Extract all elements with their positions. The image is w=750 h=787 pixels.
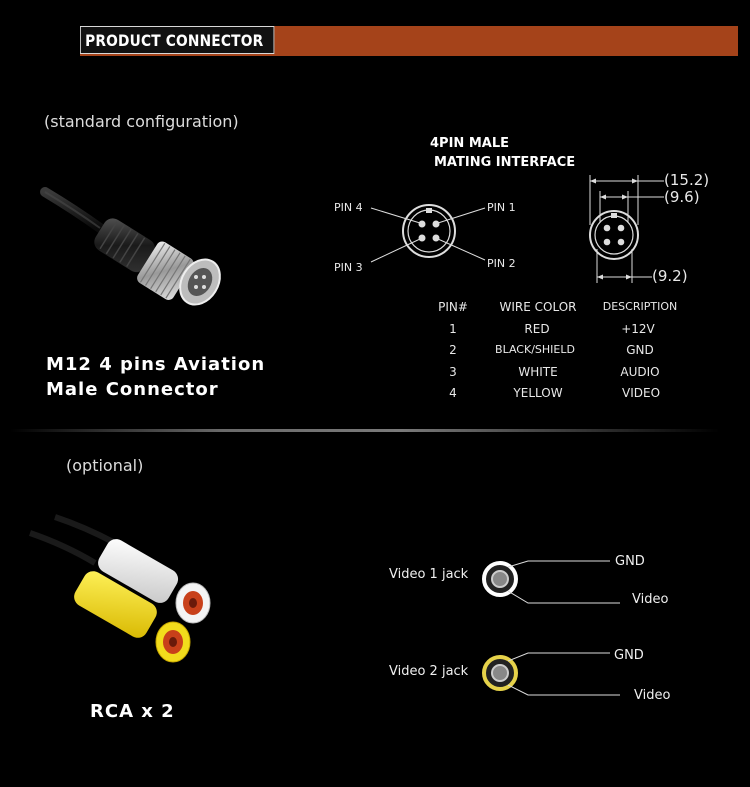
pin4-label: PIN 4 (334, 201, 363, 214)
cell-description: +12V (621, 321, 655, 336)
video2-gnd-label: GND (614, 648, 644, 663)
dimension-depth: (9.2) (652, 267, 688, 285)
cell-pin: 4 (449, 386, 457, 400)
video1-jack-label: Video 1 jack (389, 567, 469, 582)
page-title: PRODUCT CONNECTOR (80, 26, 274, 54)
cell-description: AUDIO (620, 364, 660, 379)
pin3-label: PIN 3 (334, 261, 363, 274)
pin1-label: PIN 1 (487, 201, 516, 214)
cell-wire-color: WHITE (518, 364, 558, 379)
section-divider (10, 429, 720, 432)
cell-wire-color: RED (524, 321, 550, 336)
cell-wire-color: BLACK/SHIELD (495, 343, 575, 356)
video2-video-label: Video (634, 688, 671, 703)
header-wire-color: WIRE COLOR (499, 300, 577, 314)
cell-description: GND (626, 343, 654, 357)
cell-pin: 2 (449, 343, 457, 357)
table-row (400, 386, 700, 408)
video1-gnd-label: GND (615, 554, 645, 569)
header-description: DESCRIPTION (602, 300, 678, 313)
table-row (400, 322, 700, 344)
dimension-outer: (15.2) (664, 171, 710, 189)
rca-cable-image (25, 505, 225, 680)
rca-caption: RCA x 2 (90, 701, 175, 722)
interface-title-line2: MATING INTERFACE (434, 155, 576, 170)
standard-section-label: (standard configuration) (44, 112, 239, 131)
m12-caption-line2: Male Connector (46, 379, 219, 400)
pin2-label: PIN 2 (487, 257, 516, 270)
interface-title-line1: 4PIN MALE (430, 136, 509, 151)
table-row (400, 365, 700, 387)
cell-pin: 1 (449, 321, 457, 336)
cell-wire-color: YELLOW (513, 386, 563, 400)
pin-table-header (400, 300, 700, 322)
m12-caption-line1: M12 4 pins Aviation (46, 354, 266, 375)
dimension-inner: (9.6) (664, 188, 700, 206)
cell-pin: 3 (449, 364, 457, 379)
optional-section-label: (optional) (66, 456, 144, 475)
m12-connector-image (30, 170, 230, 330)
jack-diagram (470, 545, 710, 715)
video2-jack-label: Video 2 jack (389, 664, 469, 679)
pin-table (400, 300, 700, 408)
cell-description: VIDEO (621, 386, 661, 400)
video1-video-label: Video (632, 592, 669, 607)
header-pin: PIN# (438, 300, 468, 314)
table-row (400, 343, 700, 365)
